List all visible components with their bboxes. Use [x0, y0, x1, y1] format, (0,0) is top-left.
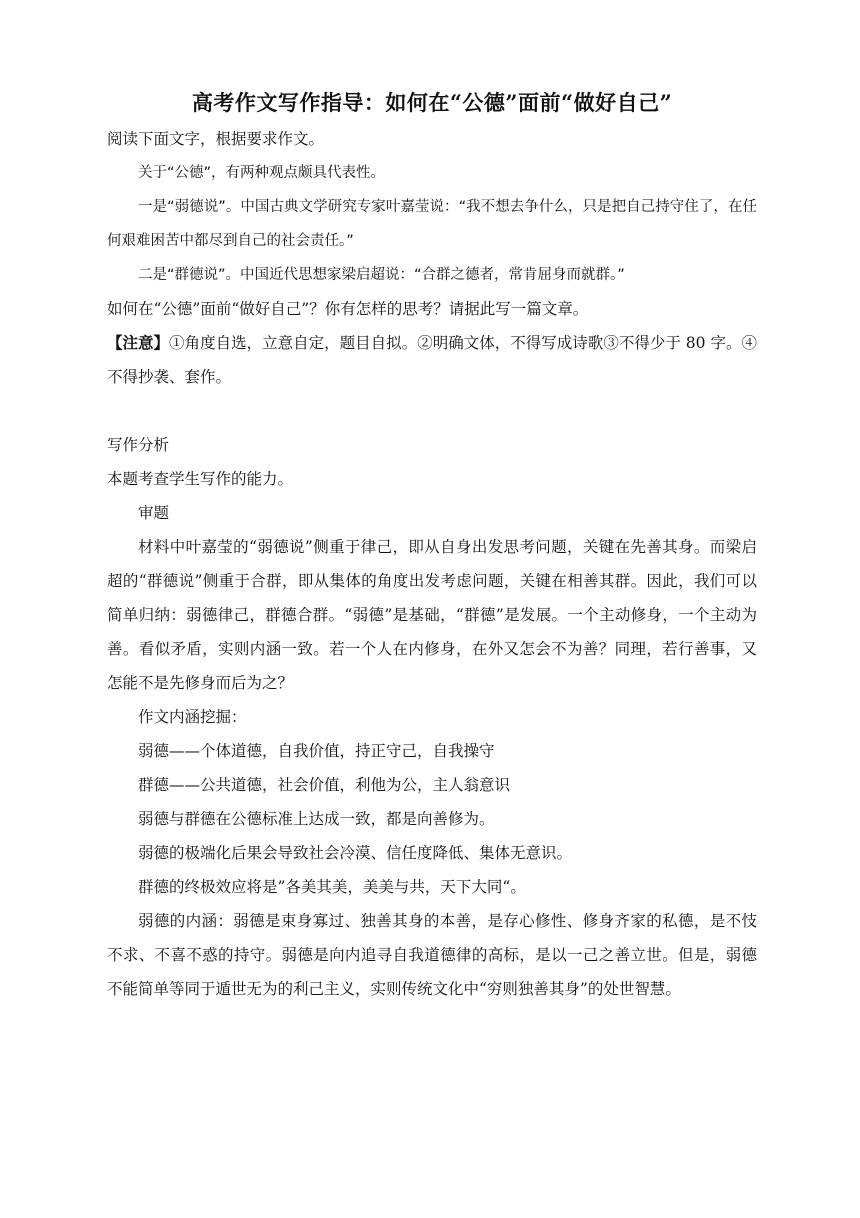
analysis-lead: 本题考查学生写作的能力。 [107, 470, 294, 488]
prompt-paragraph-2: 一是“弱德说”。中国古典文学研究专家叶嘉莹说：“我不想去争什么，只是把自己持守住了，在任何艰难困苦中都尽到自己的社会责任。” [107, 199, 757, 249]
analysis-line-2: 群德——公共道德，社会价值，利他为公，主人翁意识 [138, 776, 511, 794]
analysis-line-3: 弱德与群德在公德标准上达成一致，都是向善修为。 [138, 810, 495, 828]
note-label: 【注意】 [107, 333, 170, 352]
prompt-paragraph-3: 二是“群德说”。中国近代思想家梁启超说：“合群之德者，常肯屈身而就群。” [138, 267, 625, 283]
analysis-line-1: 弱德——个体道德，自我价值，持正守己，自我操守 [138, 742, 495, 760]
prompt-note [107, 326, 757, 394]
analysis-paragraph-2: 弱德的内涵：弱德是束身寡过、独善其身的本善，是存心修性、修身齐家的私德，是不忮不求、不喜不惑的持守。弱德是向内追寻自我道德律的高标，是以一己之善立世。但是，弱德不能简单等同于遁世无为的利己主义，实则传统文化中“穷则独善其身”的处世智慧。 [107, 912, 757, 998]
analysis-paragraph-1: 材料中叶嘉莹的“弱德说”侧重于律己，即从自身出发思考问题，关键在先善其身。而梁启超的“群德说”侧重于合群，即从集体的角度出发考虑问题，关键在相善其群。因此，我们可以简单归纳：弱德律己，群德合群。“弱德”是基础，“群德”是发展。一个主动修身，一个主动为善。看似矛盾，实则内涵一致。若一个人在内修身，在外又怎会不为善？同理，若行善事，又怎能不是先修身而后为之？ [107, 538, 757, 692]
prompt-paragraph-1: 关于“公德”，有两种观点颇具代表性。 [138, 165, 386, 181]
analysis-subheading-connotation: 作文内涵挖掘： [138, 708, 247, 726]
note-text: ①角度自选，立意自定，题目自拟。②明确文体，不得写成诗歌③不得少于 80 字。④不得抄袭、套作。 [107, 334, 757, 386]
analysis-line-4: 弱德的极端化后果会导致社会冷漠、信任度降低、集体无意识。 [138, 844, 573, 862]
prompt-intro: 阅读下面文字，根据要求作文。 [107, 130, 325, 148]
prompt-question: 如何在“公德”面前“做好自己”？你有怎样的思考？请据此写一篇文章。 [107, 300, 589, 318]
section-spacer [107, 394, 757, 428]
analysis-line-5: 群德的终极效应将是”各美其美，美美与共，天下大同“。 [138, 878, 526, 896]
document-body [107, 88, 757, 1006]
analysis-subheading-review: 审题 [138, 504, 170, 522]
analysis-heading: 写作分析 [107, 436, 170, 454]
document-title: 高考作文写作指导：如何在“公德”面前“做好自己” [191, 90, 673, 115]
